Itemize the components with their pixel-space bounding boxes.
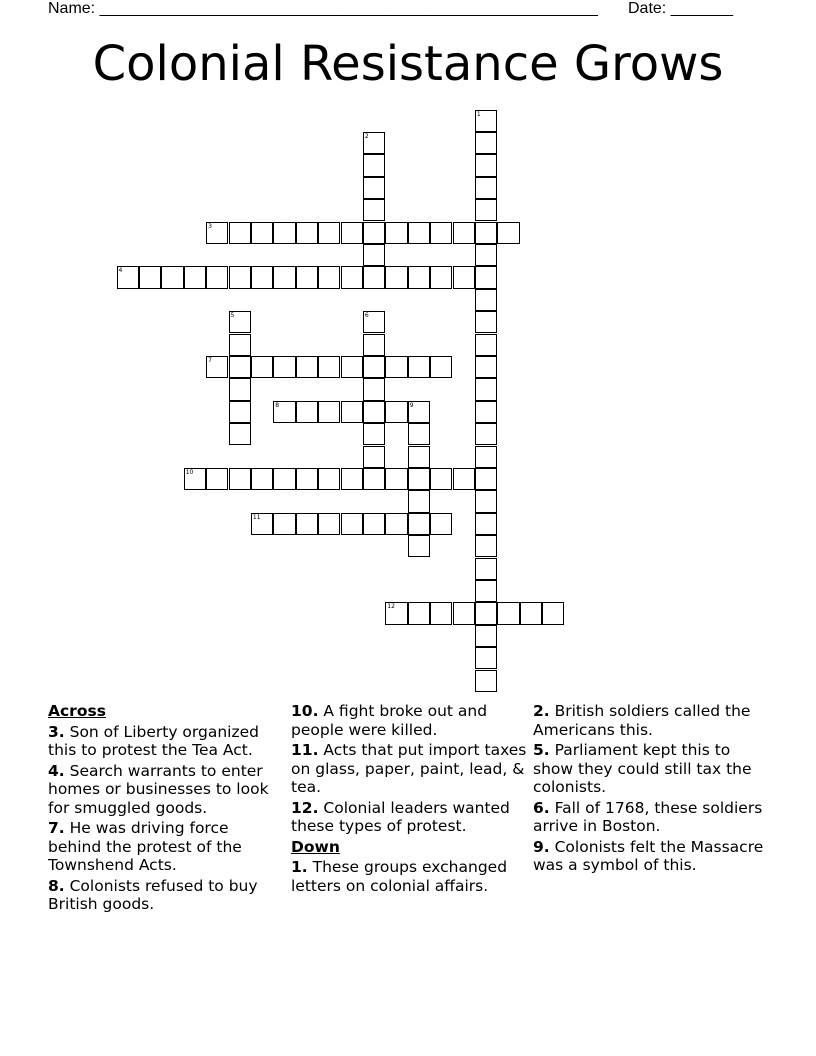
crossword-cell[interactable] xyxy=(408,222,430,244)
crossword-cell[interactable] xyxy=(206,468,228,490)
crossword-cell[interactable] xyxy=(229,423,251,445)
crossword-cell[interactable] xyxy=(161,266,183,288)
crossword-cell[interactable] xyxy=(363,423,385,445)
crossword-cell[interactable] xyxy=(430,266,452,288)
crossword-cell[interactable] xyxy=(229,222,251,244)
clue-text: Parliament kept this to show they could still tax the colonists. xyxy=(533,741,752,796)
crossword-cell[interactable] xyxy=(341,356,363,378)
crossword-cell[interactable] xyxy=(363,378,385,400)
crossword-cell[interactable] xyxy=(453,266,475,288)
crossword-cell[interactable] xyxy=(497,602,519,624)
clue-text: A fight broke out and people were killed. xyxy=(291,702,488,739)
clue-number: 2. xyxy=(533,702,550,720)
crossword-cell[interactable] xyxy=(318,468,340,490)
crossword-cell[interactable] xyxy=(341,266,363,288)
crossword-cell[interactable] xyxy=(475,602,497,624)
crossword-cell[interactable] xyxy=(475,558,497,580)
crossword-cell[interactable] xyxy=(408,490,430,512)
crossword-cell[interactable] xyxy=(363,244,385,266)
clue-number: 12. xyxy=(291,798,319,817)
crossword-cell[interactable] xyxy=(206,356,228,378)
crossword-cell[interactable] xyxy=(408,423,430,445)
crossword-cell[interactable] xyxy=(363,356,385,378)
crossword-cell[interactable] xyxy=(520,602,542,624)
crossword-cell[interactable] xyxy=(475,334,497,356)
crossword-cell[interactable] xyxy=(229,311,251,333)
crossword-cell[interactable] xyxy=(453,602,475,624)
crossword-cell[interactable] xyxy=(296,356,318,378)
cell-number: 1 xyxy=(476,110,481,118)
crossword-cell[interactable] xyxy=(408,446,430,468)
clue-text: British soldiers called the Americans this. xyxy=(533,702,751,739)
crossword-cell[interactable] xyxy=(475,132,497,154)
crossword-cell[interactable] xyxy=(430,602,452,624)
crossword-cell[interactable] xyxy=(475,110,497,132)
crossword-cell[interactable] xyxy=(363,199,385,221)
crossword-cell[interactable] xyxy=(408,513,430,535)
clue-number: 8. xyxy=(48,876,65,895)
crossword-cell[interactable] xyxy=(475,670,497,692)
crossword-cell[interactable] xyxy=(408,356,430,378)
clue-across-4 xyxy=(48,762,284,818)
crossword-cell[interactable] xyxy=(296,468,318,490)
page-title: Colonial Resistance Grows xyxy=(92,36,724,92)
crossword-cell[interactable] xyxy=(341,401,363,423)
crossword-cell[interactable] xyxy=(229,378,251,400)
crossword-cell[interactable] xyxy=(385,513,407,535)
cell-number: 10 xyxy=(185,468,194,476)
crossword-cell[interactable] xyxy=(296,513,318,535)
crossword-cell[interactable] xyxy=(475,289,497,311)
crossword-cell[interactable] xyxy=(273,356,295,378)
crossword-cell[interactable] xyxy=(318,222,340,244)
crossword-cell[interactable] xyxy=(475,177,497,199)
crossword-cell[interactable] xyxy=(273,401,295,423)
clue-number: 6. xyxy=(533,798,550,817)
down-heading: Down xyxy=(291,837,340,856)
cell-number: 8 xyxy=(275,401,280,409)
crossword-cell[interactable] xyxy=(363,334,385,356)
crossword-cell[interactable] xyxy=(251,468,273,490)
clue-across-7 xyxy=(48,819,284,875)
crossword-cell[interactable] xyxy=(475,311,497,333)
crossword-cell[interactable] xyxy=(273,222,295,244)
crossword-cell[interactable] xyxy=(363,132,385,154)
crossword-cell[interactable] xyxy=(475,356,497,378)
crossword-cell[interactable] xyxy=(542,602,564,624)
crossword-cell[interactable] xyxy=(251,356,273,378)
crossword-cell[interactable] xyxy=(341,222,363,244)
crossword-cell[interactable] xyxy=(475,266,497,288)
cell-number: 9 xyxy=(409,401,414,409)
crossword-cell[interactable] xyxy=(341,468,363,490)
clue-down-1 xyxy=(291,858,527,895)
crossword-cell[interactable] xyxy=(206,222,228,244)
clue-text: These groups exchanged letters on colonial affairs. xyxy=(291,858,508,895)
crossword-cell[interactable] xyxy=(475,446,497,468)
crossword-cell[interactable] xyxy=(363,468,385,490)
crossword-cell[interactable] xyxy=(475,423,497,445)
crossword-cell[interactable] xyxy=(475,647,497,669)
crossword-cell[interactable] xyxy=(184,266,206,288)
clue-number: 11. xyxy=(291,741,319,759)
crossword-cell[interactable] xyxy=(229,356,251,378)
crossword-cell[interactable] xyxy=(385,602,407,624)
crossword-cell[interactable] xyxy=(497,222,519,244)
crossword-cell[interactable] xyxy=(408,602,430,624)
clue-column-3 xyxy=(533,702,769,877)
name-field-label: Name: ________________________________________________________ xyxy=(48,0,598,17)
clue-text: Search warrants to enter homes or businesses to look for smuggled goods. xyxy=(48,761,269,817)
clue-column-1 xyxy=(48,702,284,916)
crossword-cell[interactable] xyxy=(273,468,295,490)
crossword-cell[interactable] xyxy=(453,222,475,244)
crossword-cell[interactable] xyxy=(363,311,385,333)
clue-number: 9. xyxy=(533,837,550,856)
crossword-cell[interactable] xyxy=(475,625,497,647)
cell-number: 2 xyxy=(364,132,369,140)
clue-across-12 xyxy=(291,799,527,836)
clue-text: Colonists felt the Massacre was a symbol of this. xyxy=(533,837,764,874)
clue-number: 3. xyxy=(48,722,65,741)
clue-text: Colonists refused to buy British goods. xyxy=(48,876,258,913)
crossword-cell[interactable] xyxy=(363,154,385,176)
crossword-cell[interactable] xyxy=(139,266,161,288)
clue-down-6 xyxy=(533,799,769,836)
crossword-cell[interactable] xyxy=(363,177,385,199)
clue-down-2 xyxy=(533,702,769,739)
crossword-cell[interactable] xyxy=(318,513,340,535)
crossword-cell[interactable] xyxy=(273,266,295,288)
crossword-cell[interactable] xyxy=(430,356,452,378)
cell-number: 7 xyxy=(208,356,212,364)
crossword-cell[interactable] xyxy=(475,199,497,221)
crossword-cell[interactable] xyxy=(251,266,273,288)
crossword-cell[interactable] xyxy=(475,401,497,423)
crossword-cell[interactable] xyxy=(229,468,251,490)
crossword-cell[interactable] xyxy=(408,535,430,557)
date-field-label: Date: _______ xyxy=(628,0,733,17)
crossword-cell[interactable] xyxy=(206,266,228,288)
crossword-cell[interactable] xyxy=(117,266,139,288)
crossword-cell[interactable] xyxy=(408,266,430,288)
crossword-cell[interactable] xyxy=(385,356,407,378)
cell-number: 5 xyxy=(230,312,235,320)
clue-text: He was driving force behind the protest of the Townshend Acts. xyxy=(48,819,242,874)
clue-text: Son of Liberty organized this to protest the Tea Act. xyxy=(48,722,259,759)
clue-across-8 xyxy=(48,877,284,914)
clue-number: 4. xyxy=(48,761,65,780)
crossword-cell[interactable] xyxy=(251,513,273,535)
crossword-cell[interactable] xyxy=(385,468,407,490)
cell-number: 6 xyxy=(364,312,369,320)
crossword-cell[interactable] xyxy=(475,535,497,557)
crossword-cell[interactable] xyxy=(475,490,497,512)
clue-number: 1. xyxy=(291,858,308,876)
across-heading: Across xyxy=(48,702,106,720)
crossword-cell[interactable] xyxy=(318,401,340,423)
clue-down-9 xyxy=(533,838,769,875)
crossword-cell[interactable] xyxy=(475,468,497,490)
crossword-cell[interactable] xyxy=(251,222,273,244)
crossword-cell[interactable] xyxy=(475,154,497,176)
crossword-cell[interactable] xyxy=(408,401,430,423)
crossword-cell[interactable] xyxy=(229,401,251,423)
clue-across-10 xyxy=(291,702,527,739)
clue-across-3 xyxy=(48,723,284,760)
crossword-cell[interactable] xyxy=(363,222,385,244)
crossword-cell[interactable] xyxy=(408,468,430,490)
cell-number: 12 xyxy=(387,603,395,611)
crossword-cell[interactable] xyxy=(363,401,385,423)
crossword-cell[interactable] xyxy=(273,513,295,535)
crossword-cell[interactable] xyxy=(363,513,385,535)
crossword-cell[interactable] xyxy=(430,222,452,244)
clue-down-5 xyxy=(533,741,769,797)
crossword-cell[interactable] xyxy=(318,266,340,288)
clue-text: Acts that put import taxes on glass, paper, paint, lead, & tea. xyxy=(291,741,527,796)
clue-across-11 xyxy=(291,741,527,797)
clue-text: Fall of 1768, these soldiers arrive in Boston. xyxy=(533,798,763,835)
crossword-cell[interactable] xyxy=(229,334,251,356)
crossword-cell[interactable] xyxy=(296,222,318,244)
crossword-cell[interactable] xyxy=(475,244,497,266)
crossword-cell[interactable] xyxy=(229,266,251,288)
crossword-cell[interactable] xyxy=(430,513,452,535)
crossword-cell[interactable] xyxy=(296,266,318,288)
crossword-cell[interactable] xyxy=(318,356,340,378)
crossword-cell[interactable] xyxy=(296,401,318,423)
crossword-cell[interactable] xyxy=(363,446,385,468)
clue-number: 10. xyxy=(291,702,319,720)
crossword-cell[interactable] xyxy=(475,222,497,244)
crossword-cell[interactable] xyxy=(475,513,497,535)
crossword-cell[interactable] xyxy=(475,580,497,602)
crossword-cell[interactable] xyxy=(363,266,385,288)
crossword-cell[interactable] xyxy=(184,468,206,490)
clue-text: Colonial leaders wanted these types of protest. xyxy=(291,798,510,835)
cell-number: 4 xyxy=(118,267,123,275)
cell-number: 11 xyxy=(252,513,261,521)
clue-number: 7. xyxy=(48,819,65,837)
clue-column-2 xyxy=(291,702,527,897)
crossword-cell[interactable] xyxy=(385,401,407,423)
crossword-cell[interactable] xyxy=(430,468,452,490)
crossword-cell[interactable] xyxy=(385,266,407,288)
crossword-cell[interactable] xyxy=(453,468,475,490)
cell-number: 3 xyxy=(208,222,212,230)
crossword-cell[interactable] xyxy=(475,378,497,400)
crossword-cell[interactable] xyxy=(341,513,363,535)
crossword-cell[interactable] xyxy=(385,222,407,244)
clue-number: 5. xyxy=(533,741,550,759)
